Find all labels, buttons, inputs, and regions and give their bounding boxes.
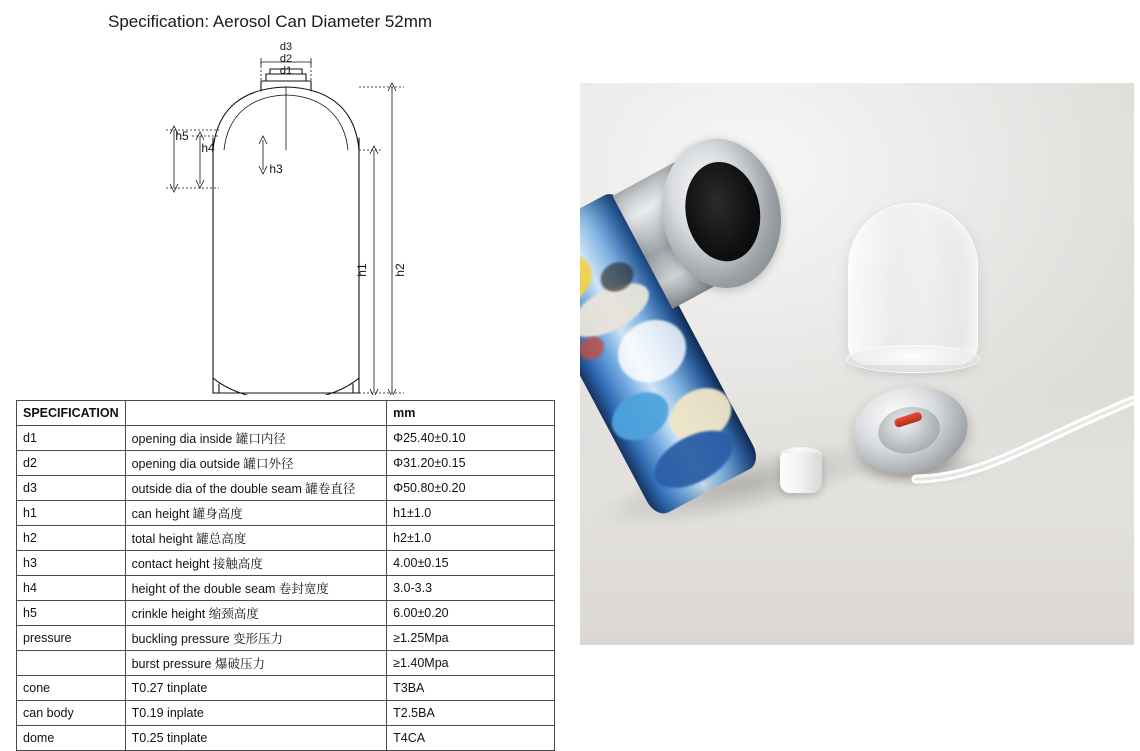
header-description [125, 401, 387, 426]
page-title: Specification: Aerosol Can Diameter 52mm [108, 12, 433, 31]
table-row [17, 626, 555, 651]
table-row [17, 476, 555, 501]
cell-desc: T0.19 inplate [125, 701, 387, 726]
dim-label-d1: d1 [279, 65, 293, 77]
cell-value: Φ25.40±0.10 [387, 426, 555, 451]
cell-code: d1 [17, 426, 126, 451]
cell-desc: opening dia outside 罐口外径 [125, 451, 387, 476]
cell-value: T3BA [387, 676, 555, 701]
cell-value: h2±1.0 [387, 526, 555, 551]
cell-code: dome [17, 726, 126, 751]
table-header-row [17, 401, 555, 426]
dim-label-h1: h1 [355, 263, 369, 277]
cell-value: 4.00±0.15 [387, 551, 555, 576]
cell-code: pressure [17, 626, 126, 651]
cell-code: h3 [17, 551, 126, 576]
cell-code: h1 [17, 501, 126, 526]
dim-label-h4: h4 [201, 141, 215, 155]
cell-code: d2 [17, 451, 126, 476]
table-row [17, 526, 555, 551]
header-unit: mm [387, 401, 555, 426]
cell-desc: can height 罐身高度 [125, 501, 387, 526]
product-photo [580, 83, 1134, 645]
dim-label-h3: h3 [269, 162, 283, 176]
cell-value: ≥1.25Mpa [387, 626, 555, 651]
cell-desc: height of the double seam 卷封宽度 [125, 576, 387, 601]
cell-value: T2.5BA [387, 701, 555, 726]
table-row [17, 576, 555, 601]
cell-desc: buckling pressure 变形压力 [125, 626, 387, 651]
cell-desc: outside dia of the double seam 罐卷直径 [125, 476, 387, 501]
table-row [17, 701, 555, 726]
cell-desc: contact height 接触高度 [125, 551, 387, 576]
table-body [17, 426, 555, 751]
drawing-svg [14, 40, 559, 395]
cell-value: h1±1.0 [387, 501, 555, 526]
technical-drawing [14, 40, 559, 395]
cell-value: 6.00±0.20 [387, 601, 555, 626]
dome-cap-base [846, 345, 980, 373]
dim-label-d2: d2 [279, 53, 293, 65]
table-row [17, 726, 555, 751]
cell-value: Φ31.20±0.15 [387, 451, 555, 476]
cell-code: h5 [17, 601, 126, 626]
table-row [17, 501, 555, 526]
cell-code [17, 651, 126, 676]
table-row [17, 451, 555, 476]
cell-code: h2 [17, 526, 126, 551]
cell-code: can body [17, 701, 126, 726]
dim-label-h5: h5 [175, 129, 189, 143]
header-specification: SPECIFICATION [17, 401, 126, 426]
dome-cap [848, 203, 978, 365]
actuator-button [780, 453, 822, 493]
cell-desc: T0.27 tinplate [125, 676, 387, 701]
cell-code: d3 [17, 476, 126, 501]
cell-desc: crinkle height 缩颈高度 [125, 601, 387, 626]
cell-desc: burst pressure 爆破压力 [125, 651, 387, 676]
cell-value: T4CA [387, 726, 555, 751]
cell-value: Φ50.80±0.20 [387, 476, 555, 501]
cell-desc: total height 罐总高度 [125, 526, 387, 551]
dim-label-h2: h2 [393, 263, 407, 277]
dip-tube [910, 383, 1134, 503]
table-row [17, 651, 555, 676]
table-row [17, 601, 555, 626]
cell-code: cone [17, 676, 126, 701]
cell-desc: opening dia inside 罐口内径 [125, 426, 387, 451]
specification-table [16, 400, 555, 751]
cell-code: h4 [17, 576, 126, 601]
cell-desc: T0.25 tinplate [125, 726, 387, 751]
cell-value: 3.0-3.3 [387, 576, 555, 601]
table-row [17, 426, 555, 451]
dim-label-d3: d3 [279, 41, 293, 53]
table-row [17, 551, 555, 576]
cell-value: ≥1.40Mpa [387, 651, 555, 676]
table-row [17, 676, 555, 701]
